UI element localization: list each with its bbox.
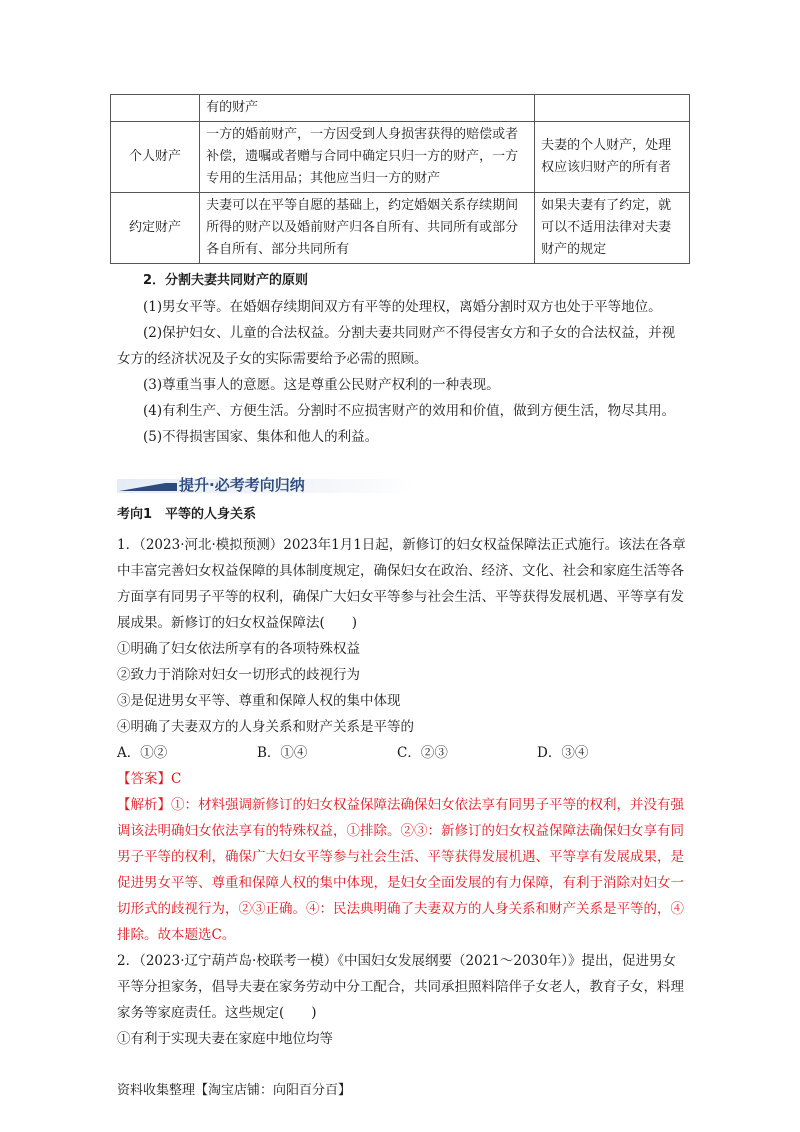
table-cell-handling [535, 95, 690, 122]
table-row [111, 122, 690, 193]
table-cell-type: 约定财产 [111, 193, 200, 264]
table-cell-type [111, 95, 200, 122]
option-b: B．①④ [257, 745, 308, 761]
question-1-stem: 1．（2023·河北·模拟预测）2023年1月1日起，新修订的妇女权益保障法正式施行。该法在各章中丰富完善妇女权益保障的具体制度规定，确保妇女在政治、经济、文化、社会和家庭生活等各方面享有同男子平等的权利，确保广大妇女平等参与社会生活、平等获得发展机遇、平等享有发展成果。新修订的妇女权益保障法( ) [117, 537, 686, 631]
section-principles [117, 268, 687, 450]
question-statement: ①有利于实现夫妻在家庭中地位均等 [117, 1031, 333, 1047]
option-d: D．③④ [537, 745, 589, 761]
principle-item: (3)尊重当事人的意愿。这是尊重公民财产权利的一种表现。 [143, 377, 500, 393]
table-cell-content: 有的财产 [200, 95, 535, 122]
principle-item: (1)男女平等。在婚姻存续期间双方有平等的处理权，离婚分割时双方也处于平等地位。 [143, 299, 662, 315]
direction-title: 考向1 平等的人身关系 [117, 507, 257, 522]
principle-item: (2)保护妇女、儿童的合法权益。分割夫妻共同财产不得侵害女方和子女的合法权益，并视女方的经济状况及子女的实际需要给予必需的照顾。 [117, 325, 676, 367]
table-cell-handling: 如果夫妻有了约定，就可以不适用法律对夫妻财产的规定 [535, 193, 690, 264]
question-statement: ②致力于消除对妇女一切形式的歧视行为 [117, 667, 360, 683]
property-table [110, 94, 690, 264]
answer-options [117, 740, 687, 766]
question-statement: ③是促进男女平等、尊重和保障人权的集中体现 [117, 693, 401, 709]
section-heading: 2．分割夫妻共同财产的原则 [143, 273, 309, 288]
footer-note: 资料收集整理【淘宝店铺：向阳百分百】 [117, 1083, 352, 1098]
table-cell-content: 一方的婚前财产，一方因受到人身损害获得的赔偿或者补偿，遗嘱或者赠与合同中确定只归一方的财产，一方专用的生活用品；其他应当归一方的财产 [200, 122, 535, 193]
table-cell-content: 夫妻可以在平等自愿的基础上，约定婚姻关系存续期间所得的财产以及婚前财产归各自所有、共同所有或部分各自所有、部分共同所有 [200, 193, 535, 264]
question-statement: ①明确了妇女依法所享有的各项特殊权益 [117, 641, 360, 657]
question-2-stem: 2．（2023·辽宁葫芦岛·校联考一模）《中国妇女发展纲要（2021～2030年）》提出，促进男女平等分担家务，倡导夫妻在家务劳动中分工配合，共同承担照料陪伴子女老人，教育子女，料理家务等家庭责任。这些规定( ) [117, 953, 684, 1021]
analysis-text: 【解析】①：材料强调新修订的妇女权益保障法确保妇女依法享有同男子平等的权利，并没有强调该法明确妇女依法享有的特殊权益，①排除。②③：新修订的妇女权益保障法确保妇女享有同男子平等的权利，确保广大妇女平等参与社会生活、平等获得发展机遇、平等享有发展成果，是促进男女平等、尊重和保障人权的集中体现，是妇女全面发展的有力保障，有利于消除对妇女一切形式的歧视行为，②③正确。④：民法典明确了夫妻双方的人身关系和财产关系是平等的，④排除。故本题选C。 [117, 797, 684, 943]
section-banner [117, 473, 427, 497]
table-cell-type: 个人财产 [111, 122, 200, 193]
principle-item: (4)有利生产、方便生活。分割时不应损害财产的效用和价值，做到方便生活，物尽其用。 [143, 403, 676, 419]
question-section [117, 502, 687, 1052]
principle-item: (5)不得损害国家、集体和他人的利益。 [143, 429, 379, 445]
table-cell-handling: 夫妻的个人财产，处理权应该归财产的所有者 [535, 122, 690, 193]
option-c: C．②③ [397, 745, 448, 761]
answer-label: 【答案】C [117, 771, 182, 787]
banner-title: 提升·必考考向归纳 [179, 476, 305, 494]
option-a: A．①② [117, 745, 168, 761]
question-statement: ④明确了夫妻双方的人身关系和财产关系是平等的 [117, 719, 414, 735]
table-row [111, 95, 690, 122]
table-row [111, 193, 690, 264]
